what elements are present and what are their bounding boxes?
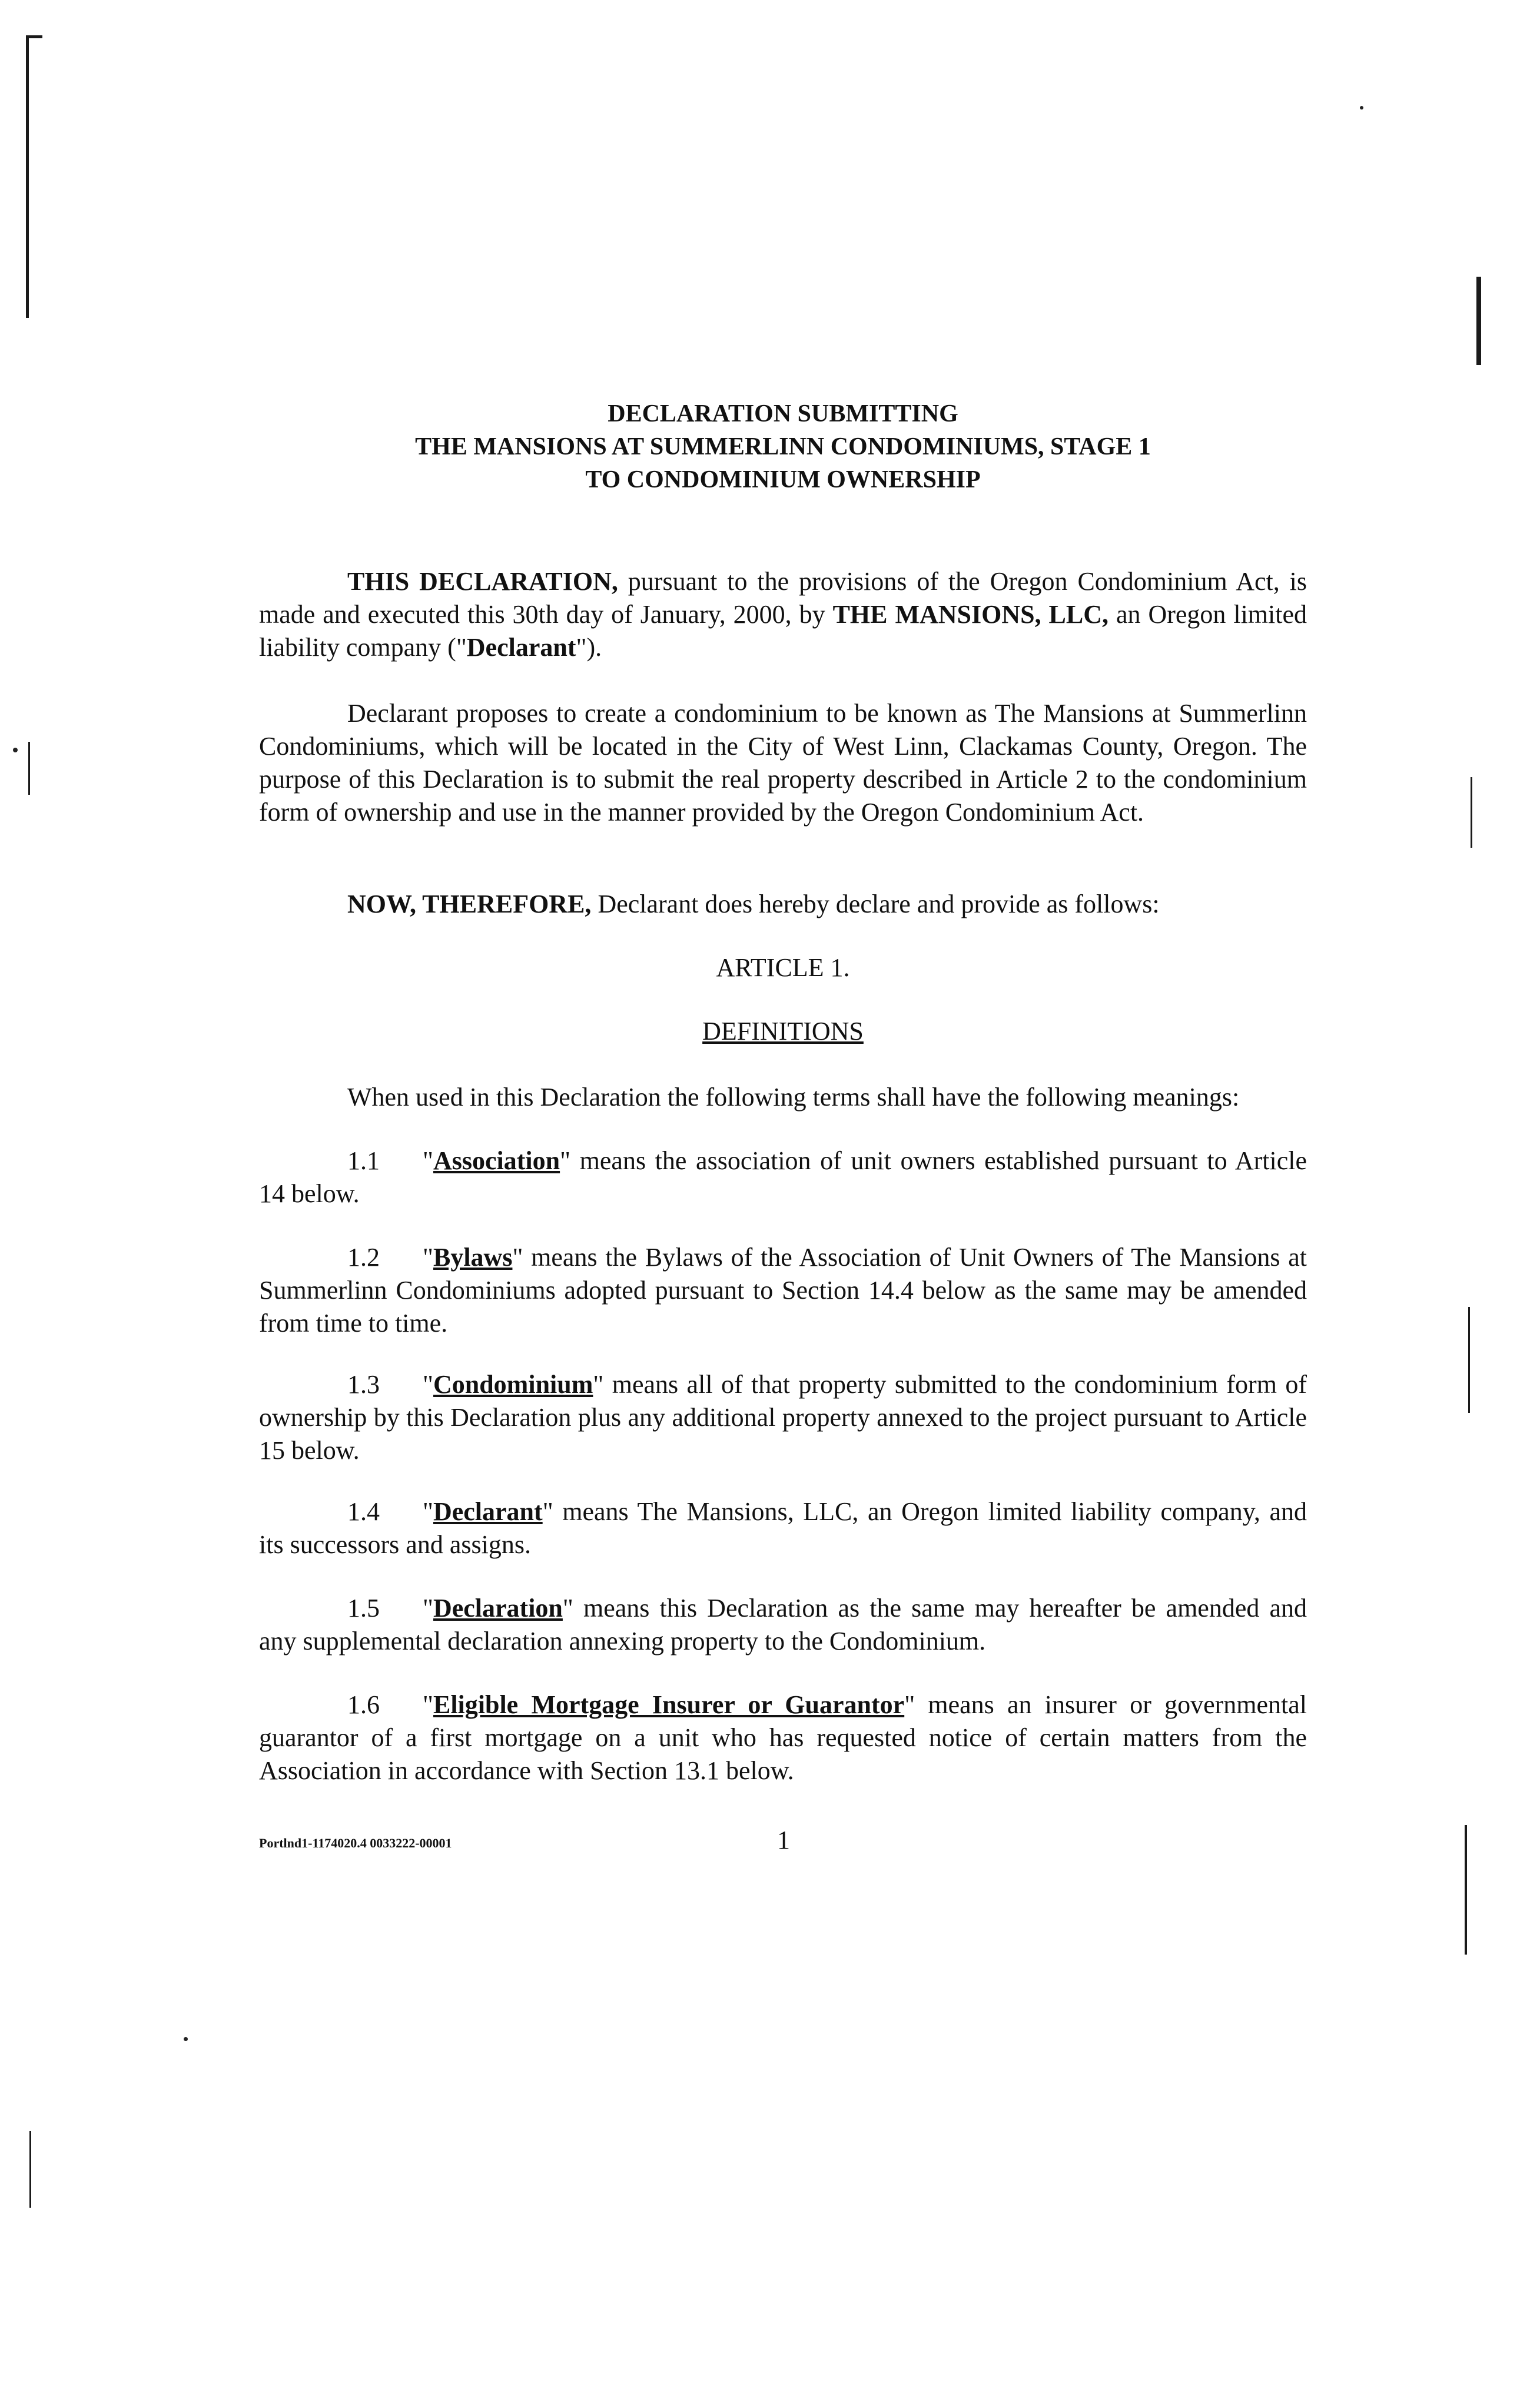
intro-declarant-name: THE MANSIONS, LLC, — [832, 600, 1109, 629]
definition-item: 1.6 "Eligible Mortgage Insurer or Guarantor" means an insurer or governmental guarantor of a first mortgage on a unit who has requested notice of certain matters from the Association in accordance with Section 13.1 below. — [259, 1688, 1307, 1787]
article-subheading: DEFINITIONS — [702, 1017, 864, 1046]
scan-speck — [1360, 106, 1363, 110]
definition-term: Declaration — [433, 1594, 563, 1623]
definition-number: 1.5 — [347, 1594, 380, 1623]
definition-text: " means The Mansions, LLC, an Oregon limited liability company, and its successors and assigns. — [259, 1497, 1307, 1559]
definition-text: " means the association of unit owners established pursuant to Article 14 below. — [259, 1146, 1307, 1208]
title-line-3: TO CONDOMINIUM OWNERSHIP — [585, 466, 981, 493]
definition-item: 1.2 "Bylaws" means the Bylaws of the Association of Unit Owners of The Mansions at Summerlinn Condominiums adopted pursuant to Section 14.4 below as the same may be amended from time to time. — [259, 1241, 1307, 1340]
scan-edge-left-low — [29, 2131, 31, 2208]
purpose-text: Declarant proposes to create a condominium to be known as The Mansions at Summerlinn Condominiums, which will be located in the City of West Linn, Clackamas County, Oregon. The purpose of this Declaration is to submit the real property described in Article 2 to the condominium form of ownership and use in the manner provided by the Oregon Condominium Act. — [259, 699, 1307, 827]
definition-text: " means this Declaration as the same may hereafter be amended and any supplemental declaration annexing property to the Condominium. — [259, 1594, 1307, 1655]
intro-text-2: an Oregon limited liability company (" — [259, 600, 1307, 662]
definition-item: 1.5 "Declaration" means this Declaration as the same may hereafter be amended and any supplemental declaration annexing property to the Condominium. — [259, 1592, 1307, 1658]
definition-text: " means all of that property submitted to the condominium form of ownership by this Declaration plus any additional property annexed to the project pursuant to Article 15 below. — [259, 1370, 1307, 1465]
scan-edge-right-mid — [1471, 777, 1472, 848]
definitions-intro-text: When used in this Declaration the following terms shall have the following meanings: — [347, 1083, 1240, 1112]
scan-edge-right-low — [1468, 1307, 1470, 1413]
intro-lead: THIS DECLARATION, — [347, 567, 618, 596]
definition-item: 1.3 "Condominium" means all of that property submitted to the condominium form of ownership by this Declaration plus any additional property annexed to the project pursuant to Article 15 below. — [259, 1368, 1307, 1467]
intro-text-1: pursuant to the provisions of the Oregon Condominium Act, is made and executed this 30th day of January, 2000, by — [259, 567, 1307, 629]
definition-item: 1.1 "Association" means the association of unit owners established pursuant to Article 14 below. — [259, 1144, 1307, 1210]
intro-paragraph — [259, 565, 1307, 664]
definition-number: 1.6 — [347, 1690, 380, 1719]
definition-term: Eligible Mortgage Insurer or Guarantor — [433, 1690, 905, 1719]
therefore-paragraph — [259, 888, 1307, 921]
scan-edge-right-bottom — [1465, 1825, 1467, 1955]
definitions-intro — [259, 1081, 1307, 1114]
scan-edge-left-mid — [28, 742, 30, 795]
definition-term: Bylaws — [433, 1243, 513, 1272]
footer-document-id: Portlnd1-1174020.4 0033222-00001 — [259, 1836, 452, 1850]
definition-number: 1.1 — [347, 1146, 380, 1175]
scan-speck — [13, 748, 18, 752]
scan-speck — [184, 2037, 188, 2041]
intro-declarant-term: Declarant — [466, 633, 576, 662]
therefore-lead: NOW, THEREFORE, — [347, 890, 592, 918]
definition-term: Association — [433, 1146, 560, 1175]
intro-text-3: "). — [576, 633, 602, 662]
definition-number: 1.4 — [347, 1497, 380, 1526]
definition-term: Condominium — [433, 1370, 593, 1399]
title-line-2: THE MANSIONS AT SUMMERLINN CONDOMINIUMS, STAGE 1 — [415, 433, 1151, 460]
scan-edge-left-top — [26, 35, 42, 38]
definition-number: 1.3 — [347, 1370, 380, 1399]
definition-item: 1.4 "Declarant" means The Mansions, LLC, an Oregon limited liability company, and its successors and assigns. — [259, 1495, 1307, 1561]
purpose-paragraph — [259, 697, 1307, 829]
therefore-text: Declarant does hereby declare and provide as follows: — [591, 890, 1160, 918]
scan-edge-right — [1476, 277, 1481, 365]
definition-number: 1.2 — [347, 1243, 380, 1272]
scan-edge-left — [26, 35, 29, 318]
article-heading: ARTICLE 1. — [716, 953, 850, 982]
title-line-1: DECLARATION SUBMITTING — [608, 400, 958, 427]
footer-page-number: 1 — [777, 1826, 790, 1854]
definition-term: Declarant — [433, 1497, 543, 1526]
definition-text: " means an insurer or governmental guarantor of a first mortgage on a unit who has requested notice of certain matters from the Association in accordance with Section 13.1 below. — [259, 1690, 1307, 1785]
definition-text: " means the Bylaws of the Association of Unit Owners of The Mansions at Summerlinn Condominiums adopted pursuant to Section 14.4 below as the same may be amended from time to time. — [259, 1243, 1307, 1338]
